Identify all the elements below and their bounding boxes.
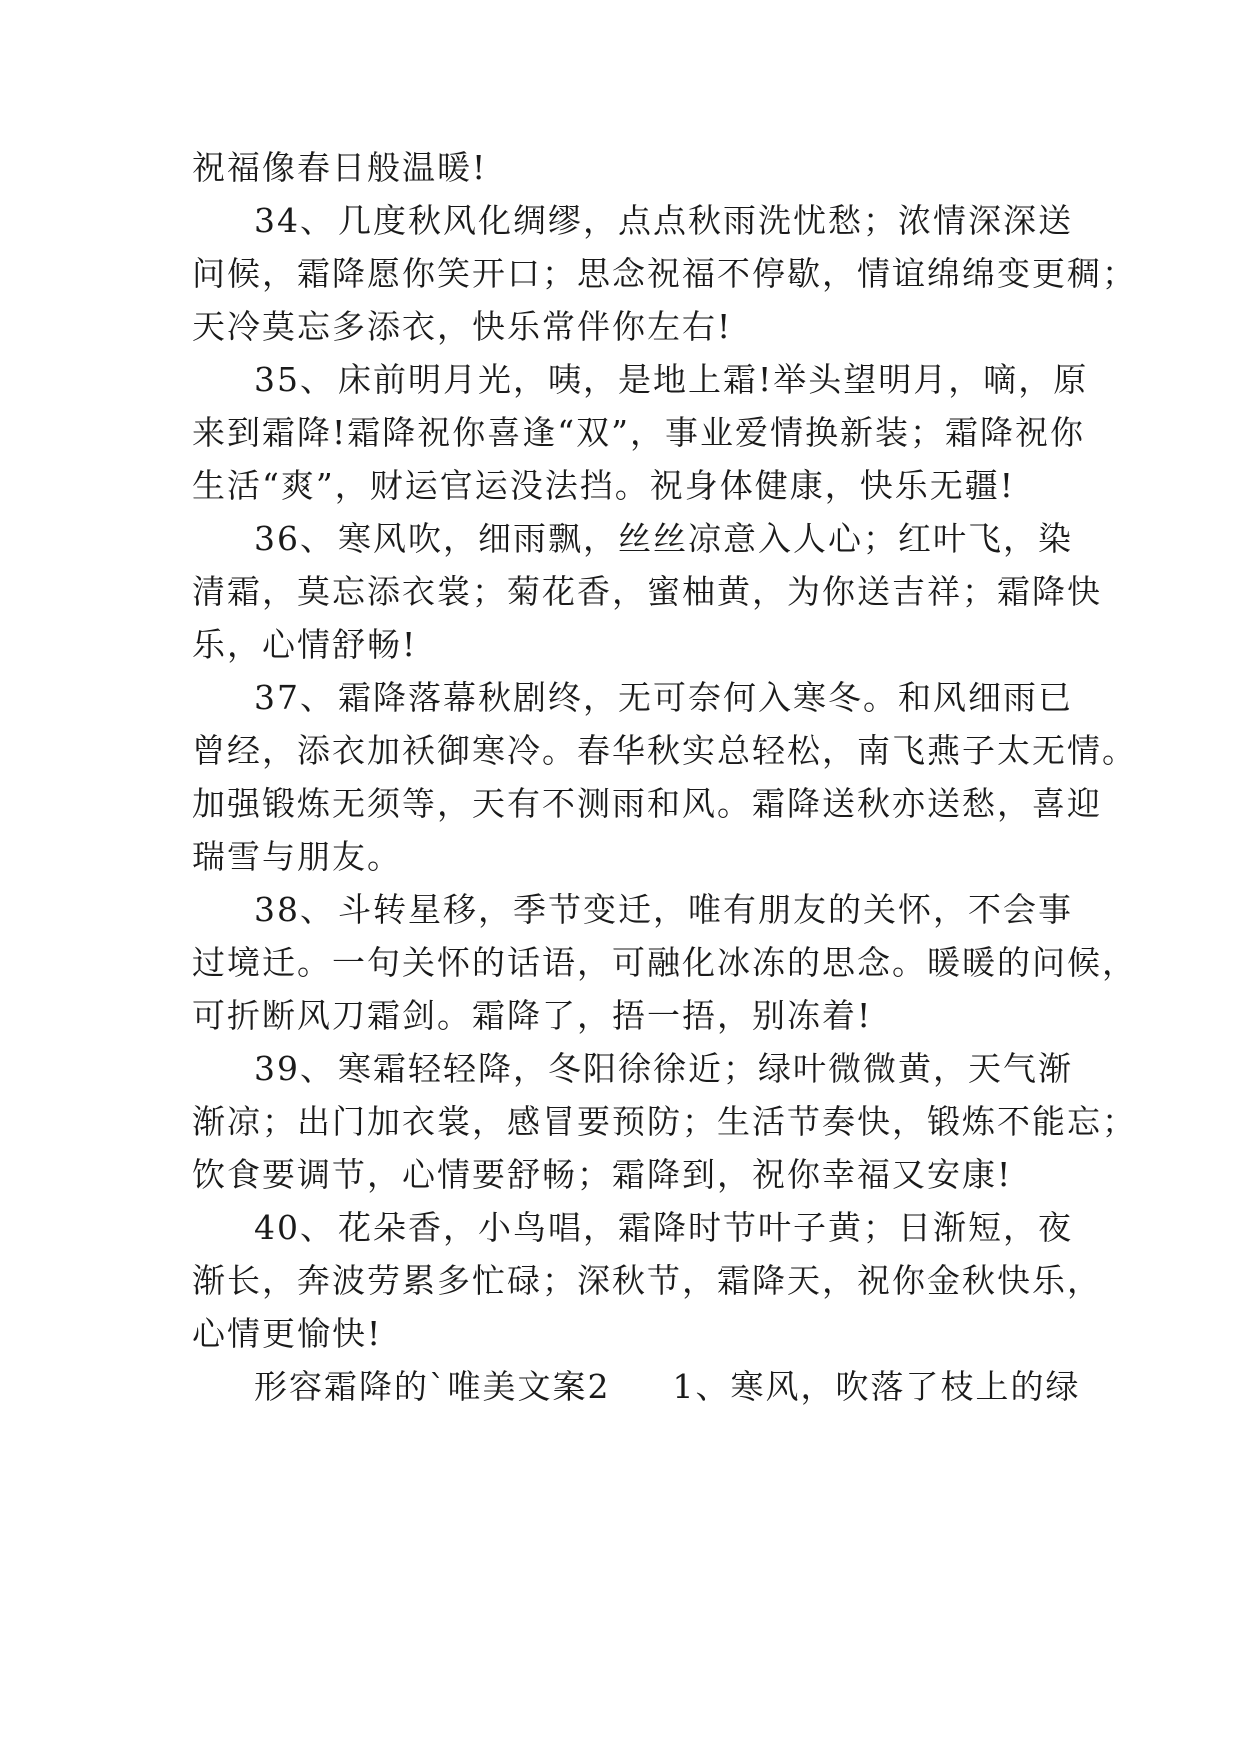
section-heading-line [254,1367,1081,1407]
item-number: 35、 [254,360,335,399]
text-line: 渐长，奔波劳累多忙碌；深秋节，霜降天，祝你金秋快乐， [192,1261,1102,1300]
item-text: 床前明月光，咦，是地上霜!举头望明月，嘀，原 [338,360,1089,399]
text-line: 乐，心情舒畅! [192,625,418,664]
text-line: 过境迁。一句关怀的话语，可融化冰冻的思念。暖暖的问候， [192,943,1137,982]
text-line: 祝福像春日般温暖! [192,148,488,187]
item-text: 霜降落幕秋剧终，无可奈何入寒冬。和风细雨已 [338,678,1073,717]
text-line: 问候，霜降愿你笑开口；思念祝福不停歇，情谊绵绵变更稠； [192,254,1137,293]
item-36 [254,519,1073,559]
text-line: 饮食要调节，心情要舒畅；霜降到，祝你幸福又安康! [192,1155,1013,1194]
item-number: 40、 [254,1208,335,1247]
item-35 [254,360,1089,400]
item-38 [254,890,1073,930]
item-text: 斗转星移，季节变迁，唯有朋友的关怀，不会事 [338,890,1073,929]
item-text: 几度秋风化绸缪，点点秋雨洗忧愁；浓情深深送 [338,201,1073,240]
item-37 [254,678,1073,718]
text-line: 生活“爽”，财运官运没法挡。祝身体健康，快乐无疆! [192,466,1016,505]
item-number: 39、 [254,1049,335,1088]
item-text: 寒风吹，细雨飘，丝丝凉意入人心；红叶飞，染 [338,519,1073,558]
text-line: 天冷莫忘多添衣，快乐常伴你左右! [192,307,733,346]
item-39 [254,1049,1073,1089]
section-first-item: 1、寒风，吹落了枝上的绿 [672,1367,1081,1406]
text-line: 加强锻炼无须等，天有不测雨和风。霜降送秋亦送愁，喜迎 [192,784,1102,823]
item-34 [254,201,1073,241]
text-line: 心情更愉快! [192,1314,383,1353]
text-line: 渐凉；出门加衣裳，感冒要预防；生活节奏快，锻炼不能忘； [192,1102,1137,1141]
text-line: 曾经，添衣加袄御寒冷。春华秋实总轻松，南飞燕子太无情。 [192,731,1137,770]
item-number: 37、 [254,678,335,717]
item-number: 36、 [254,519,335,558]
item-number: 38、 [254,890,335,929]
text-line: 清霜，莫忘添衣裳；菊花香，蜜柚黄，为你送吉祥；霜降快 [192,572,1102,611]
text-line: 来到霜降!霜降祝你喜逢“双”，事业爱情换新装；霜降祝你 [192,413,1086,452]
item-text: 花朵香，小鸟唱，霜降时节叶子黄；日渐短，夜 [338,1208,1073,1247]
text-line: 瑞雪与朋友。 [192,837,402,876]
item-text: 寒霜轻轻降，冬阳徐徐近；绿叶微微黄，天气渐 [338,1049,1073,1088]
text-line: 可折断风刀霜剑。霜降了，捂一捂，别冻着! [192,996,873,1035]
item-40 [254,1208,1073,1248]
section-heading: 形容霜降的`唯美文案2 [254,1367,611,1406]
item-number: 34、 [254,201,335,240]
